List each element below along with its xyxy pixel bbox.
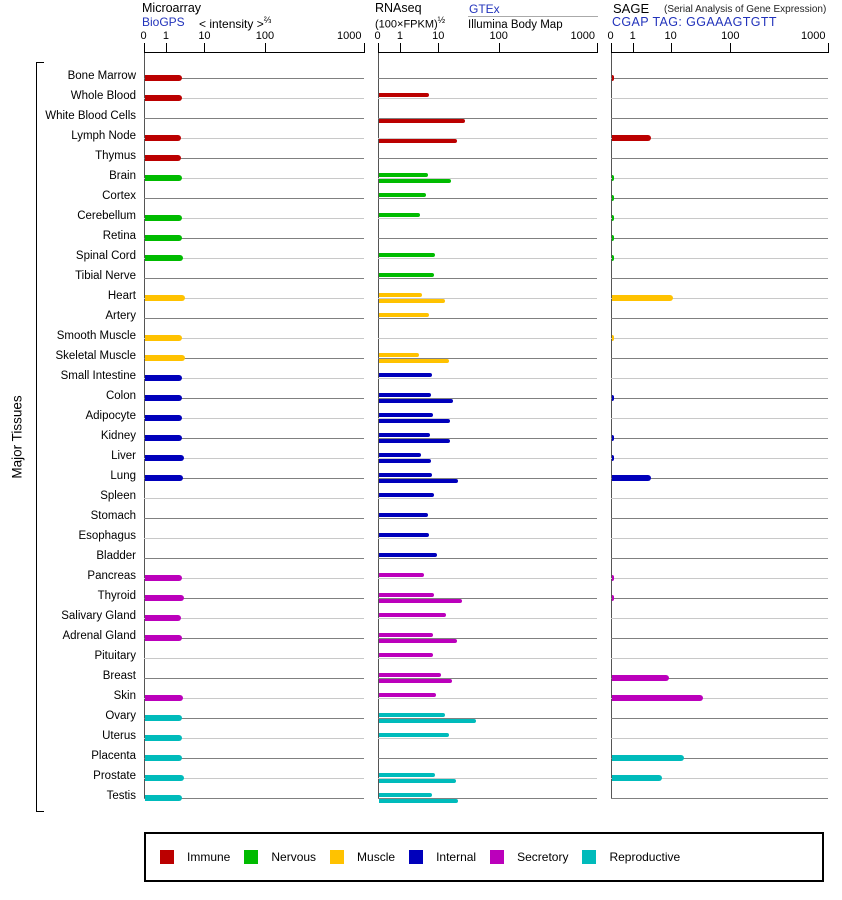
row-gridline xyxy=(378,658,598,659)
axis-tick xyxy=(378,43,379,53)
panel-left-border xyxy=(378,53,379,798)
gtex-bar xyxy=(379,413,433,417)
row-gridline xyxy=(611,378,828,379)
axis-tick-label: 1 xyxy=(162,30,169,42)
row-gridline xyxy=(611,278,828,279)
axis-tick-label: 10 xyxy=(664,30,677,42)
illumina-bar xyxy=(379,719,476,723)
row-gridline xyxy=(611,638,828,639)
microarray-subtitle-text: < intensity > xyxy=(199,17,264,31)
gtex-bar xyxy=(379,253,435,257)
sage-bar xyxy=(612,135,651,141)
axis-tick xyxy=(633,43,634,53)
axis-tick xyxy=(438,43,439,53)
illumina-bar xyxy=(379,459,431,463)
axis-tick-label: 1000 xyxy=(337,30,362,42)
row-gridline xyxy=(611,338,828,339)
illumina-bar xyxy=(379,799,458,803)
illumina-body-map-label: Illumina Body Map xyxy=(468,19,563,31)
legend-label-internal: Internal xyxy=(436,850,477,864)
tissue-label: Retina xyxy=(102,230,136,242)
tissue-label: Lymph Node xyxy=(71,130,136,142)
legend-label-secretory: Secretory xyxy=(517,850,569,864)
axis-baseline xyxy=(378,52,598,53)
sage-bar xyxy=(612,75,614,81)
microarray-bar xyxy=(145,635,182,641)
legend-item-nervous xyxy=(244,850,316,864)
major-tissues-bracket-bottom xyxy=(36,811,44,812)
gtex-bar xyxy=(379,653,433,657)
row-gridline xyxy=(144,118,364,119)
microarray-bar xyxy=(145,95,182,101)
tissue-label: Brain xyxy=(109,170,136,182)
microarray-bar xyxy=(145,755,182,761)
gtex-bar xyxy=(379,473,432,477)
legend-item-internal xyxy=(409,850,476,864)
row-gridline xyxy=(144,318,364,319)
microarray-bar xyxy=(145,255,183,261)
gtex-bar xyxy=(379,293,422,297)
tissue-label: Smooth Muscle xyxy=(56,330,136,342)
tissue-label: Cerebellum xyxy=(77,210,136,222)
row-gridline xyxy=(611,78,828,79)
row-gridline xyxy=(378,618,598,619)
microarray-bar xyxy=(145,155,181,161)
row-gridline xyxy=(611,738,828,739)
axis-tick xyxy=(364,43,365,53)
row-gridline xyxy=(378,318,598,319)
row-gridline xyxy=(144,278,364,279)
tissue-label: Testis xyxy=(106,790,136,802)
row-gridline xyxy=(611,598,828,599)
tissue-label: Pituitary xyxy=(94,650,136,662)
row-gridline xyxy=(144,558,364,559)
row-gridline xyxy=(611,798,828,799)
tissue-label: Cortex xyxy=(102,190,136,202)
tissue-label: Colon xyxy=(105,390,136,402)
major-tissues-bracket-top xyxy=(36,62,44,63)
tissue-label: Pancreas xyxy=(87,570,136,582)
gtex-divider-line xyxy=(468,16,598,17)
tissue-label: Uterus xyxy=(102,730,136,742)
row-gridline xyxy=(611,358,828,359)
microarray-bar xyxy=(145,75,182,81)
axis-tick xyxy=(828,43,829,53)
microarray-bar xyxy=(145,295,185,301)
row-gridline xyxy=(144,678,364,679)
row-gridline xyxy=(611,538,828,539)
illumina-bar xyxy=(379,439,450,443)
sage-bar xyxy=(612,235,614,241)
axis-tick-label: 0 xyxy=(140,30,147,42)
axis-tick-label: 1 xyxy=(629,30,636,42)
illumina-bar xyxy=(379,639,457,643)
sage-bar xyxy=(612,575,614,581)
row-gridline xyxy=(611,238,828,239)
rnaseq-subtitle xyxy=(375,15,445,31)
tissue-label: Spleen xyxy=(100,490,136,502)
axis-tick-label: 100 xyxy=(489,30,508,42)
gtex-bar xyxy=(379,213,420,217)
row-gridline xyxy=(378,758,598,759)
gtex-link[interactable]: GTEx xyxy=(469,2,500,16)
microarray-bar xyxy=(145,715,182,721)
gtex-bar xyxy=(379,453,421,457)
row-gridline xyxy=(378,518,598,519)
axis-tick xyxy=(204,43,205,53)
illumina-bar xyxy=(379,599,462,603)
row-gridline xyxy=(144,518,364,519)
sage-bar xyxy=(612,215,614,221)
row-gridline xyxy=(378,338,598,339)
tissue-label: Tibial Nerve xyxy=(75,270,136,282)
sage-bar xyxy=(612,755,684,761)
row-gridline xyxy=(378,378,598,379)
sage-bar xyxy=(612,395,614,401)
tissue-label: Thyroid xyxy=(97,590,136,602)
row-gridline xyxy=(378,98,598,99)
microarray-subtitle-exponent: ⅔ xyxy=(263,15,272,25)
row-gridline xyxy=(378,198,598,199)
legend-label-immune: Immune xyxy=(187,850,231,864)
sage-bar xyxy=(612,255,614,261)
gtex-bar xyxy=(379,713,445,717)
illumina-bar xyxy=(379,679,452,683)
microarray-bar xyxy=(145,455,184,461)
axis-tick-label: 10 xyxy=(432,30,445,42)
row-gridline xyxy=(611,178,828,179)
row-gridline xyxy=(611,258,828,259)
microarray-bar xyxy=(145,235,182,241)
microarray-bar xyxy=(145,175,182,181)
row-gridline xyxy=(611,198,828,199)
microarray-bar xyxy=(145,475,183,481)
gtex-bar xyxy=(379,173,428,177)
row-gridline xyxy=(378,258,598,259)
tissue-label: Heart xyxy=(107,290,136,302)
row-gridline xyxy=(611,578,828,579)
tissue-label: Bladder xyxy=(96,550,136,562)
microarray-bar xyxy=(145,215,182,221)
tissue-label: Breast xyxy=(102,670,136,682)
row-gridline xyxy=(611,658,828,659)
row-gridline xyxy=(144,198,364,199)
axis-tick-label: 1000 xyxy=(801,30,826,42)
illumina-bar xyxy=(379,139,457,143)
row-gridline xyxy=(378,698,598,699)
tissue-label: Adipocyte xyxy=(85,410,136,422)
axis-baseline xyxy=(611,52,828,53)
cgap-tag-link[interactable]: CGAP TAG: GGAAAGTGTT xyxy=(612,15,777,29)
axis-tick xyxy=(265,43,266,53)
sage-bar xyxy=(612,675,669,681)
tissue-label: Lung xyxy=(110,470,136,482)
illumina-bar xyxy=(379,779,456,783)
legend-item-muscle xyxy=(330,850,395,864)
tissue-label: Skeletal Muscle xyxy=(55,350,136,362)
row-gridline xyxy=(611,518,828,519)
gtex-bar xyxy=(379,633,433,637)
biogps-link[interactable]: BioGPS xyxy=(142,15,185,29)
gtex-bar xyxy=(379,593,434,597)
microarray-bar xyxy=(145,355,185,361)
axis-tick-label: 100 xyxy=(255,30,275,42)
microarray-bar xyxy=(145,595,184,601)
microarray-bar xyxy=(145,575,182,581)
tissue-label: Skin xyxy=(113,690,136,702)
rnaseq-panel-title: RNAseq xyxy=(375,1,422,15)
sage-panel-title: SAGE xyxy=(613,1,650,16)
nervous-color-swatch xyxy=(244,850,258,864)
row-gridline xyxy=(144,658,364,659)
tissue-label: Bone Marrow xyxy=(67,70,136,82)
legend-box xyxy=(144,832,824,882)
legend-label-muscle: Muscle xyxy=(357,850,396,864)
tissue-label: Thymus xyxy=(95,150,136,162)
tissue-label: Placenta xyxy=(91,750,136,762)
major-tissues-axis-label: Major Tissues xyxy=(9,395,25,479)
row-gridline xyxy=(378,738,598,739)
microarray-subtitle xyxy=(199,15,271,31)
gtex-bar xyxy=(379,513,428,517)
row-gridline xyxy=(611,718,828,719)
axis-tick-label: 1 xyxy=(396,30,403,42)
sage-bar xyxy=(612,595,614,601)
row-gridline xyxy=(378,498,598,499)
illumina-bar xyxy=(379,119,465,123)
microarray-bar xyxy=(145,435,182,441)
row-gridline xyxy=(378,558,598,559)
gtex-bar xyxy=(379,273,434,277)
illumina-bar xyxy=(379,179,451,183)
panel-left-border xyxy=(144,53,145,798)
gtex-bar xyxy=(379,433,430,437)
row-gridline xyxy=(611,458,828,459)
row-gridline xyxy=(611,218,828,219)
microarray-bar xyxy=(145,375,182,381)
microarray-bar xyxy=(145,695,183,701)
tissue-label: White Blood Cells xyxy=(45,110,136,122)
row-gridline xyxy=(611,438,828,439)
row-gridline xyxy=(378,238,598,239)
row-gridline xyxy=(144,498,364,499)
gtex-bar xyxy=(379,573,424,577)
sage-bar xyxy=(612,455,614,461)
row-gridline xyxy=(611,418,828,419)
row-gridline xyxy=(378,578,598,579)
gtex-bar xyxy=(379,553,437,557)
tissue-label: Liver xyxy=(111,450,136,462)
tissue-label: Esophagus xyxy=(78,530,136,542)
axis-tick xyxy=(499,43,500,53)
rnaseq-subtitle-exponent: ½ xyxy=(437,15,446,25)
gtex-bar xyxy=(379,733,449,737)
illumina-bar xyxy=(379,479,458,483)
microarray-bar xyxy=(145,395,182,401)
illumina-bar xyxy=(379,419,450,423)
axis-tick xyxy=(671,43,672,53)
sage-title-note: (Serial Analysis of Gene Expression) xyxy=(664,4,827,15)
gtex-bar xyxy=(379,193,426,197)
gtex-bar xyxy=(379,613,446,617)
row-gridline xyxy=(378,538,598,539)
tissue-label: Spinal Cord xyxy=(75,250,136,262)
microarray-bar xyxy=(145,735,182,741)
gtex-bar xyxy=(379,493,434,497)
immune-color-swatch xyxy=(160,850,174,864)
legend-item-secretory xyxy=(490,850,568,864)
illumina-bar xyxy=(379,399,453,403)
row-gridline xyxy=(378,218,598,219)
sage-bar xyxy=(612,775,662,781)
microarray-bar xyxy=(145,615,181,621)
microarray-bar xyxy=(145,135,181,141)
secretory-color-swatch xyxy=(490,850,504,864)
row-gridline xyxy=(144,538,364,539)
row-gridline xyxy=(611,398,828,399)
row-gridline xyxy=(611,98,828,99)
rnaseq-subtitle-text: (100×FPKM) xyxy=(375,18,438,31)
axis-tick xyxy=(400,43,401,53)
gtex-bar xyxy=(379,373,432,377)
row-gridline xyxy=(611,118,828,119)
gtex-bar xyxy=(379,533,429,537)
axis-tick xyxy=(144,43,145,53)
tissue-label: Kidney xyxy=(100,430,136,442)
microarray-bar xyxy=(145,775,184,781)
row-gridline xyxy=(378,78,598,79)
axis-baseline xyxy=(144,52,364,53)
tissue-label: Stomach xyxy=(90,510,136,522)
gtex-bar xyxy=(379,393,431,397)
tissue-label: Whole Blood xyxy=(70,90,136,102)
sage-bar xyxy=(612,435,614,441)
tissue-label: Artery xyxy=(105,310,136,322)
legend-label-nervous: Nervous xyxy=(271,850,317,864)
axis-tick-label: 0 xyxy=(374,30,381,42)
internal-color-swatch xyxy=(409,850,423,864)
sage-bar xyxy=(612,195,614,201)
gtex-bar xyxy=(379,313,429,317)
row-gridline xyxy=(611,158,828,159)
microarray-panel-title: Microarray xyxy=(142,1,202,15)
tissue-label: Prostate xyxy=(93,770,136,782)
muscle-color-swatch xyxy=(330,850,344,864)
row-gridline xyxy=(611,498,828,499)
tissue-label: Salivary Gland xyxy=(61,610,136,622)
microarray-bar xyxy=(145,335,182,341)
panel-left-border xyxy=(611,53,612,798)
gtex-bar xyxy=(379,673,441,677)
legend-item-immune xyxy=(160,850,230,864)
axis-tick-label: 10 xyxy=(198,30,211,42)
row-gridline xyxy=(378,158,598,159)
axis-tick xyxy=(166,43,167,53)
gtex-bar xyxy=(379,93,429,97)
axis-tick xyxy=(611,43,612,53)
sage-bar xyxy=(612,295,673,301)
illumina-bar xyxy=(379,299,445,303)
reproductive-color-swatch xyxy=(582,850,596,864)
tissue-label: Ovary xyxy=(105,710,136,722)
axis-tick xyxy=(730,43,731,53)
row-gridline xyxy=(378,278,598,279)
axis-tick-label: 0 xyxy=(607,30,614,42)
sage-bar xyxy=(612,695,703,701)
axis-tick-label: 100 xyxy=(721,30,740,42)
microarray-bar xyxy=(145,415,182,421)
legend-label-reproductive: Reproductive xyxy=(609,850,681,864)
gtex-bar xyxy=(379,693,436,697)
legend-item-reproductive xyxy=(582,850,680,864)
row-gridline xyxy=(611,318,828,319)
axis-tick xyxy=(597,43,598,53)
gtex-bar xyxy=(379,353,419,357)
microarray-bar xyxy=(145,795,182,801)
tissue-label: Adrenal Gland xyxy=(62,630,136,642)
sage-bar xyxy=(612,475,651,481)
gtex-bar xyxy=(379,773,435,777)
sage-bar xyxy=(612,175,614,181)
illumina-bar xyxy=(379,359,449,363)
gtex-bar xyxy=(379,793,432,797)
tissue-label: Small Intestine xyxy=(60,370,136,382)
sage-bar xyxy=(612,335,614,341)
row-gridline xyxy=(611,618,828,619)
row-gridline xyxy=(611,558,828,559)
axis-tick-label: 1000 xyxy=(570,30,595,42)
